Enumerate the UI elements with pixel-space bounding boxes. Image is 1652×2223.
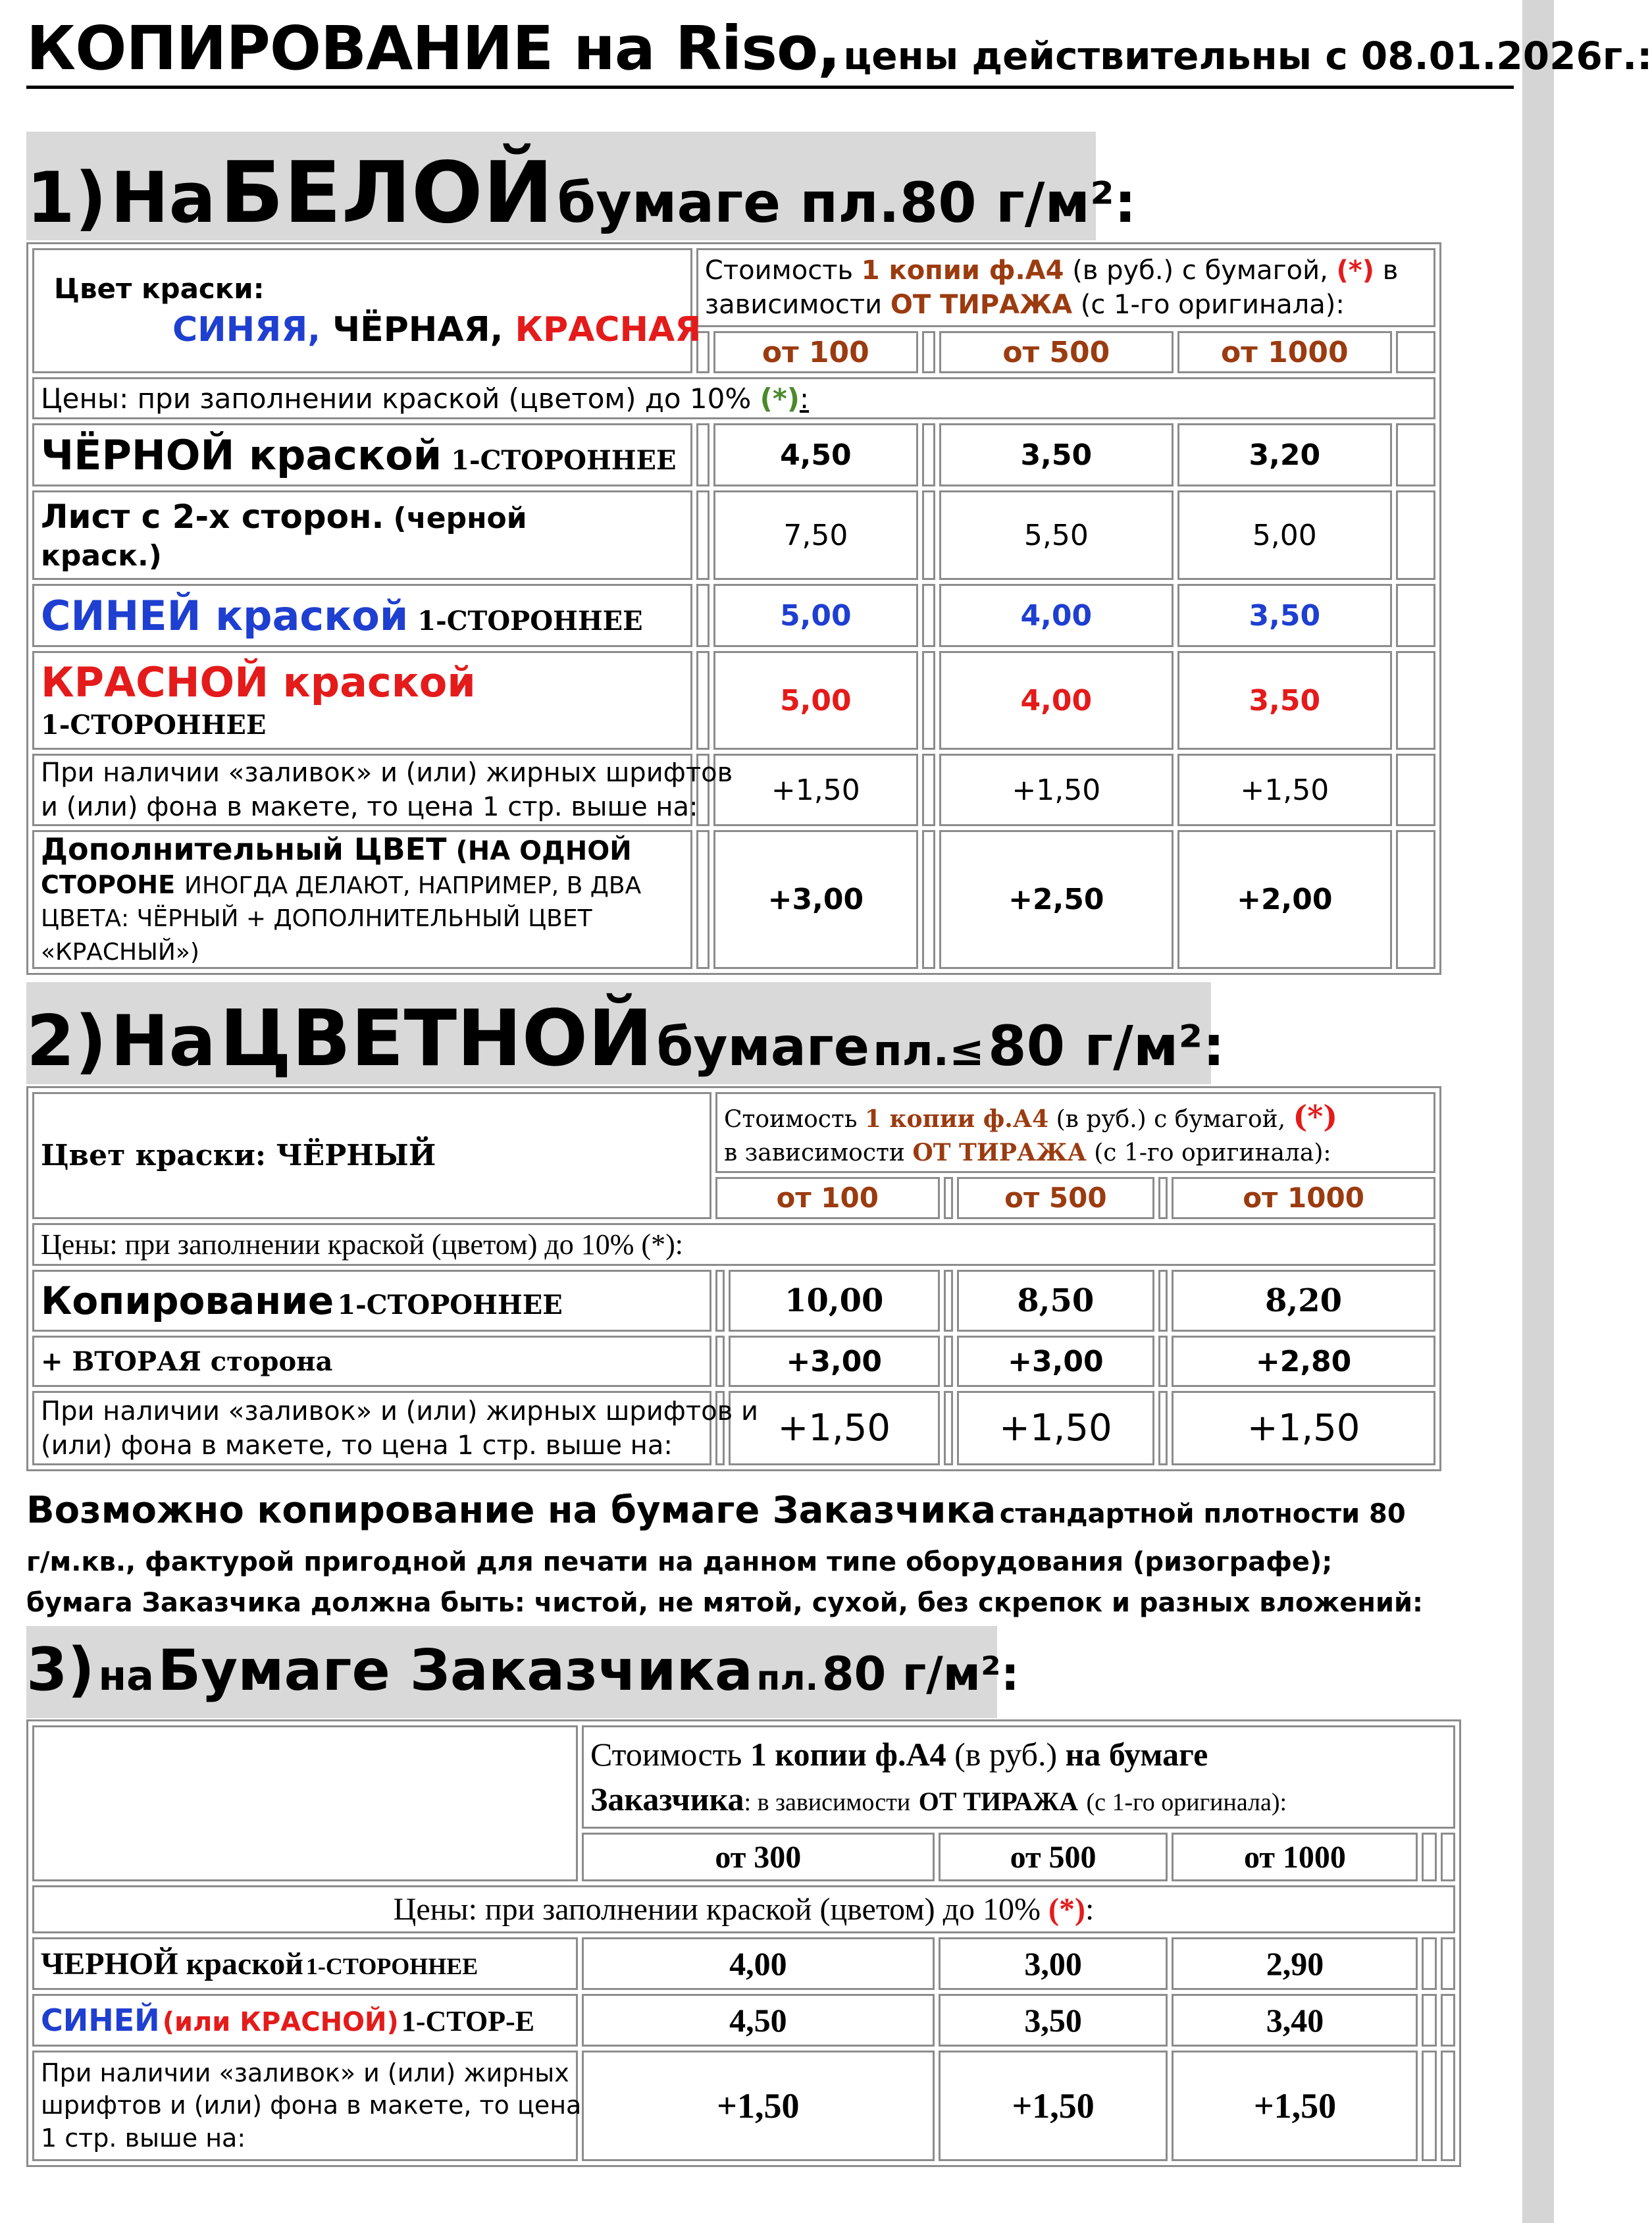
page-edge-rail [1522,0,1554,2223]
section3-title: 3) на Бумаге Заказчика пл. 80 г/м²: [26,1626,997,1718]
s2-row-second-side-label: + ВТОРАЯ сторона [32,1336,711,1387]
section1-price-table [26,242,1441,975]
table-row: ЧЁРНОЙ краской 1-СТОРОННЕЕ 4,50 3,50 3,20 [32,423,1435,486]
s3-cost-header: Стоимость 1 копии ф.А4 (в руб.) на бумаге Заказчика: в зависимости ОТ ТИРАЖА (с 1-го оригинала): [582,1725,1455,1829]
header-subtitle: цены действительны с 08.01.2026г.: [843,34,1652,78]
table-row: Дополнительный ЦВЕТ (НА ОДНОЙ СТОРОНЕ ИНОГДА ДЕЛАЮТ, НАПРИМЕР, В ДВА ЦВЕТА: ЧЁРНЫЙ + ДОПОЛНИТЕЛЬНЫЙ ЦВЕТ «КРАСНЫЙ») +3,00 +2,50 +2,00 [32,830,1435,969]
s1-cost-header: Стоимость 1 копии ф.А4 (в руб.) с бумагой, (*) в зависимости ОТ ТИРАЖА (с 1-го оригинала): [696,248,1435,327]
s1-row-black-label: ЧЁРНОЙ краской 1-СТОРОННЕЕ [32,423,692,486]
s3-row-black-label: ЧЕРНОЙ краской 1-СТОРОННЕЕ [32,1937,578,1990]
s1-prices-note: Цены: при заполнении краской (цветом) до 10% (*): [32,377,1435,419]
section2-title: 2) На ЦВЕТНОЙ бумаге пл.≤ 80 г/м²: [26,982,1211,1084]
s2-ink-label: Цвет краски: ЧЁРНЫЙ [32,1092,711,1219]
ink-red: КРАСНАЯ [515,309,702,350]
table-row: Лист с 2-х сторон. (черной краск.) 7,50 5,50 5,00 [32,490,1435,580]
table-row: При наличии «заливок» и (или) жирных шрифтов и (или) фона в макете, то цена 1 стр. выше на: +1,50 +1,50 +1,50 [32,754,1435,826]
table-row: СИНЕЙ (или КРАСНОЙ) 1-СТОР-Е 4,50 3,50 3,40 [32,1994,1455,2047]
table-row: КРАСНОЙ краской 1-СТОРОННЕЕ 5,00 4,00 3,50 [32,651,1435,750]
section3-price-table [26,1719,1461,2167]
page-header [26,13,1652,89]
table-row: СИНЕЙ краской 1-СТОРОННЕЕ 5,00 4,00 3,50 [32,584,1435,647]
section2-price-table [26,1086,1441,1471]
s2-row-fill-label: При наличии «заливок» и (или) жирных шрифтов и (или) фона в макете, то цена 1 стр. выше на: [32,1391,711,1465]
s1-ink-cell: Цвет краски: СИНЯЯ, ЧЁРНАЯ, КРАСНАЯ [32,248,692,373]
s2-row-copy-label: Копирование 1-СТОРОННЕЕ [32,1270,711,1332]
s3-row-blue-label: СИНЕЙ (или КРАСНОЙ) 1-СТОР-Е [32,1994,578,2047]
ink-black: ЧЁРНАЯ, [332,309,503,350]
customer-paper-note-line1: Возможно копирование на бумаге Заказчика стандартной плотности 80 [26,1489,1406,1532]
table-row: ЧЕРНОЙ краской 1-СТОРОННЕЕ 4,00 3,00 2,90 [32,1937,1455,1990]
s3-tier-300: от 300 [582,1833,935,1881]
s2-tier-1000: от 1000 [1172,1177,1435,1219]
s3-tier-1000: от 1000 [1172,1833,1418,1881]
s3-prices-note: Цены: при заполнении краской (цветом) до 10% (*): [32,1885,1455,1933]
table-row: При наличии «заливок» и (или) жирных шрифтов и (или) фона в макете, то цена 1 стр. выше на: +1,50 +1,50 +1,50 [32,1391,1435,1465]
s1-row-fill-label: При наличии «заливок» и (или) жирных шрифтов и (или) фона в макете, то цена 1 стр. выше на: [32,754,692,826]
s1-row-red-label: КРАСНОЙ краской 1-СТОРОННЕЕ [32,651,692,750]
s1-row-blue-label: СИНЕЙ краской 1-СТОРОННЕЕ [32,584,692,647]
customer-paper-note-line2: г/м.кв., фактурой пригодной для печати на данном типе оборудования (ризографе); [26,1547,1333,1577]
table-row: Копирование 1-СТОРОННЕЕ 10,00 8,50 8,20 [32,1270,1435,1332]
header-title: КОПИРОВАНИЕ на Riso, [26,13,840,84]
s1-tier-500: от 500 [939,331,1174,373]
table-row: При наличии «заливок» и (или) жирных шрифтов и (или) фона в макете, то цена 1 стр. выше на: +1,50 +1,50 +1,50 [32,2051,1455,2161]
table-row: + ВТОРАЯ сторона +3,00 +3,00 +2,80 [32,1336,1435,1387]
s3-row-fill-label: При наличии «заливок» и (или) жирных шрифтов и (или) фона в макете, то цена 1 стр. выше на: [32,2051,578,2161]
s2-cost-header: Стоимость 1 копии ф.А4 (в руб.) с бумагой, (*) в зависимости ОТ ТИРАЖА (с 1-го оригинала): [715,1092,1435,1173]
s2-prices-note: Цены: при заполнении краской (цветом) до 10% (*): [32,1223,1435,1267]
s1-tier-100: от 100 [713,331,918,373]
section1-title: 1) На БЕЛОЙ бумаге пл.80 г/м²: [26,132,1096,240]
s1-row-extra-color-label: Дополнительный ЦВЕТ (НА ОДНОЙ СТОРОНЕ ИНОГДА ДЕЛАЮТ, НАПРИМЕР, В ДВА ЦВЕТА: ЧЁРНЫЙ + ДОПОЛНИТЕЛЬНЫЙ ЦВЕТ «КРАСНЫЙ») [32,830,692,969]
s2-tier-500: от 500 [957,1177,1155,1219]
s1-tier-1000: от 1000 [1177,331,1392,373]
s3-tier-500: от 500 [939,1833,1168,1881]
s2-tier-100: от 100 [715,1177,940,1219]
customer-paper-note-line3: бумага Заказчика должна быть: чистой, не мятой, сухой, без скрепок и разных вложений: [26,1588,1424,1618]
ink-blue: СИНЯЯ, [172,309,321,350]
s1-row-duplex-label: Лист с 2-х сторон. (черной краск.) [32,490,692,580]
